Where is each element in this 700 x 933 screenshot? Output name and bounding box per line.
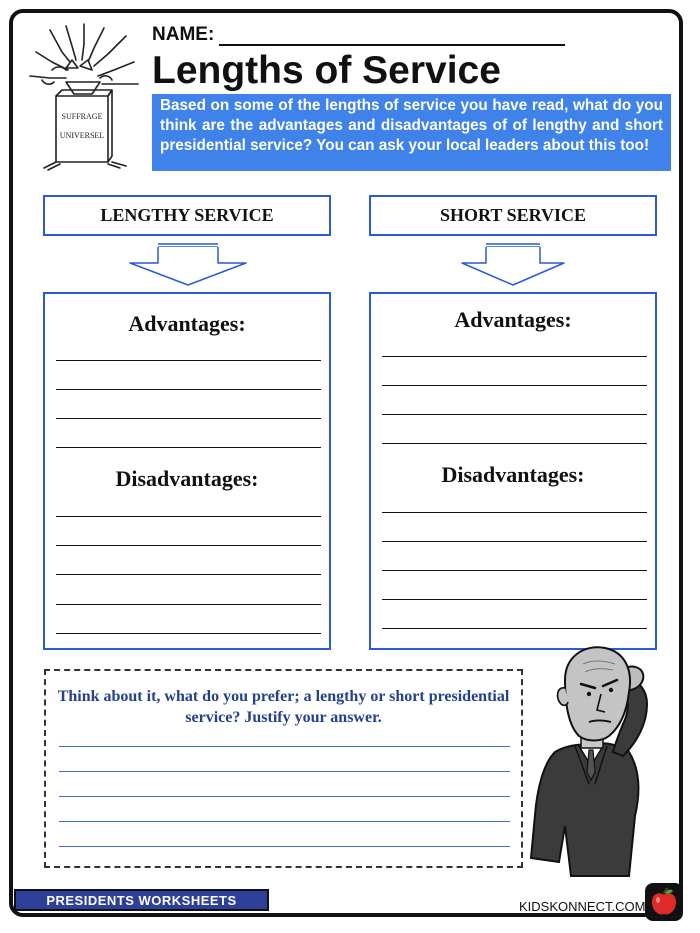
answer-line[interactable] [59, 846, 510, 847]
answer-line[interactable] [56, 545, 321, 546]
heading-short-service: SHORT SERVICE [369, 195, 657, 236]
answer-line[interactable] [56, 418, 321, 419]
answer-line[interactable] [56, 574, 321, 575]
down-arrow-icon [460, 243, 566, 287]
answer-line[interactable] [56, 389, 321, 390]
apple-logo-icon [645, 883, 683, 921]
answer-line[interactable] [382, 443, 647, 444]
site-link[interactable]: KIDSKONNECT.COM [519, 899, 646, 914]
panel-lengthy-service [43, 292, 331, 650]
advantages-label: Advantages: [128, 311, 246, 336]
panel-short-service [369, 292, 657, 650]
advantages-label: Advantages: [454, 307, 572, 332]
answer-line[interactable] [56, 516, 321, 517]
answer-line[interactable] [56, 447, 321, 448]
answer-line[interactable] [59, 746, 510, 747]
intro-text: Based on some of the lengths of service you have read, what do you think are the advantages and disadvantages of of lengthy and short presidential service? You can ask your local leaders about this too! [152, 94, 671, 171]
name-label: NAME: [152, 24, 215, 45]
answer-line[interactable] [382, 385, 647, 386]
disadvantages-label: Disadvantages: [115, 466, 259, 491]
footer-badge: PRESIDENTS WORKSHEETS [14, 889, 269, 911]
disadvantages-label: Disadvantages: [441, 462, 585, 487]
ballot-text-1: SUFFRAGE [61, 112, 103, 121]
down-arrow-icon [128, 243, 248, 287]
answer-line[interactable] [59, 796, 510, 797]
thinking-man-illustration [525, 640, 665, 880]
answer-line[interactable] [56, 360, 321, 361]
ballot-text-2: UNIVERSEL [59, 131, 105, 140]
answer-line[interactable] [59, 821, 510, 822]
heading-lengthy-service: LENGTHY SERVICE [43, 195, 331, 236]
answer-line[interactable] [382, 570, 647, 571]
name-field-line[interactable] [219, 44, 565, 46]
reflection-question: Think about it, what do you prefer; a lengthy or short presidential service? Justify your answer. [57, 688, 510, 726]
reflection-box [44, 669, 523, 868]
answer-line[interactable] [56, 604, 321, 605]
answer-line[interactable] [382, 541, 647, 542]
answer-line[interactable] [382, 628, 647, 629]
ballot-box-illustration [22, 22, 142, 172]
answer-line[interactable] [382, 599, 647, 600]
answer-line[interactable] [382, 512, 647, 513]
answer-line[interactable] [56, 633, 321, 634]
answer-line[interactable] [59, 771, 510, 772]
page-title: Lengths of Service [152, 49, 501, 92]
answer-line[interactable] [382, 414, 647, 415]
answer-line[interactable] [382, 356, 647, 357]
